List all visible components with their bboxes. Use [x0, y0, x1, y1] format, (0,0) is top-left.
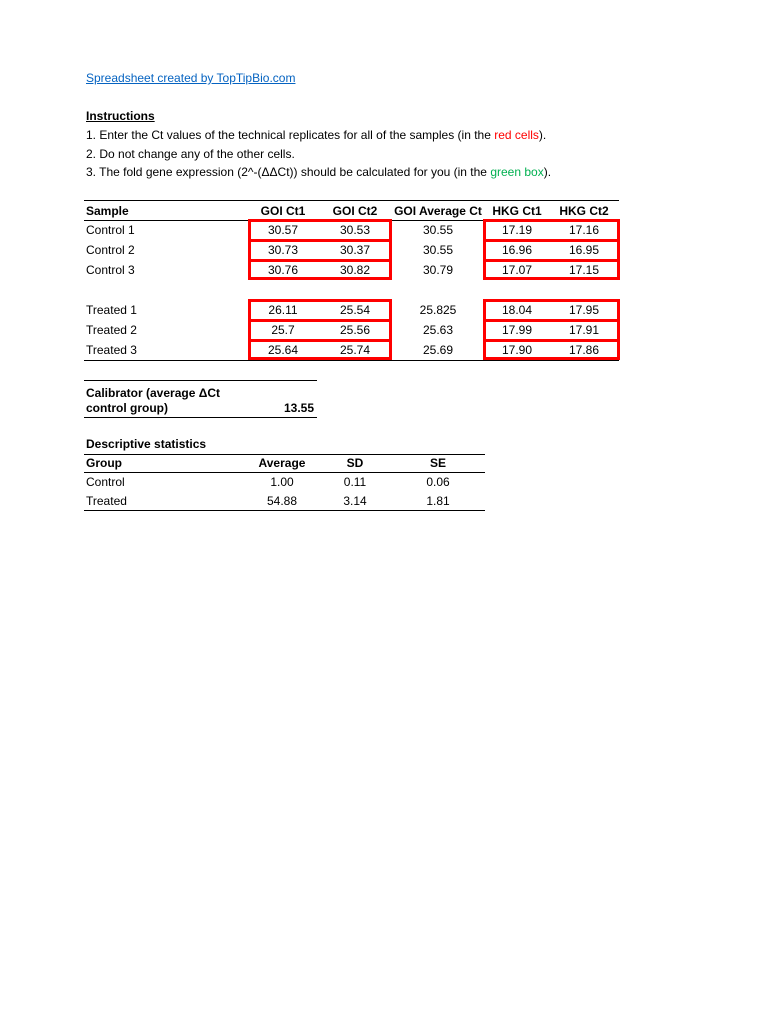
- control-1-goi-ct1[interactable]: 30.57: [267, 223, 299, 237]
- treated-3-hkg-ct2[interactable]: 17.86: [568, 343, 600, 357]
- control-2-goi-avg: 30.55: [422, 243, 454, 257]
- desc-treated-average: 54.88: [266, 494, 298, 508]
- control-1-goi-avg: 30.55: [422, 223, 454, 237]
- treated-1-goi-avg: 25.825: [419, 303, 457, 317]
- treated-2-goi-ct2[interactable]: 25.56: [339, 323, 371, 337]
- header-goi-ct1: GOI Ct1: [260, 204, 306, 218]
- desc-header-sd: SD: [346, 456, 364, 470]
- treated-3-goi-ct2[interactable]: 25.74: [339, 343, 371, 357]
- control-2-goi-ct2[interactable]: 30.37: [339, 243, 371, 257]
- red-cells-text: red cells: [494, 128, 539, 142]
- instruction-line-3: [86, 165, 551, 179]
- control-3-sample: Control 3: [86, 263, 135, 277]
- control-2-hkg-ct1[interactable]: 16.96: [501, 243, 533, 257]
- treated-2-goi-ct1[interactable]: 25.7: [271, 323, 295, 337]
- desc-header-bottom-border: [84, 472, 485, 473]
- instruction-1-text: 1. Enter the Ct values of the technical replicates for all of the samples (in the: [86, 128, 495, 142]
- descriptive-top-border: [84, 454, 485, 455]
- calibrator-label-line1: Calibrator (average ΔCt: [86, 386, 220, 400]
- desc-treated-group: Treated: [86, 494, 127, 508]
- control-1-hkg-ct2[interactable]: 17.16: [568, 223, 600, 237]
- control-2-hkg-ct2[interactable]: 16.95: [568, 243, 600, 257]
- red-row-divider: [248, 239, 392, 242]
- table-top-border: [84, 200, 619, 201]
- instruction-line-1: [86, 128, 546, 142]
- control-1-sample: Control 1: [86, 223, 135, 237]
- header-goi-average-ct: GOI Average Ct: [394, 204, 482, 218]
- red-row-divider: [483, 319, 620, 322]
- desc-control-average: 1.00: [270, 475, 294, 489]
- header-sample: Sample: [86, 204, 129, 218]
- control-3-hkg-ct2[interactable]: 17.15: [568, 263, 600, 277]
- control-hkg-input-box: [483, 219, 620, 280]
- red-row-divider: [483, 339, 620, 342]
- desc-control-se: 0.06: [426, 475, 450, 489]
- header-hkg-ct2: HKG Ct2: [559, 204, 609, 218]
- desc-treated-sd: 3.14: [343, 494, 367, 508]
- calibrator-value: 13.55: [283, 401, 314, 415]
- green-box-text: green box: [490, 165, 544, 179]
- control-2-sample: Control 2: [86, 243, 135, 257]
- descriptive-bottom-border: [84, 510, 485, 511]
- instructions-title: Instructions: [86, 109, 155, 123]
- control-2-goi-ct1[interactable]: 30.73: [267, 243, 299, 257]
- treated-1-hkg-ct1[interactable]: 18.04: [501, 303, 533, 317]
- control-3-goi-avg: 30.79: [422, 263, 454, 277]
- control-1-goi-ct2[interactable]: 30.53: [339, 223, 371, 237]
- red-row-divider: [248, 339, 392, 342]
- treated-2-goi-avg: 25.63: [422, 323, 454, 337]
- desc-header-se: SE: [429, 456, 446, 470]
- instruction-3-text: 3. The fold gene expression (2^-(ΔΔCt)) should be calculated for you (in the: [86, 165, 491, 179]
- control-3-hkg-ct1[interactable]: 17.07: [501, 263, 533, 277]
- treated-1-goi-ct2[interactable]: 25.54: [339, 303, 371, 317]
- control-goi-input-box: [248, 219, 392, 280]
- treated-2-sample: Treated 2: [86, 323, 137, 337]
- calibrator-label-line2: control group): [86, 401, 168, 415]
- desc-header-average: Average: [258, 456, 306, 470]
- toptipbio-link[interactable]: Spreadsheet created by TopTipBio.com: [86, 71, 296, 85]
- desc-control-group: Control: [86, 475, 125, 489]
- treated-goi-input-box: [248, 299, 392, 360]
- table-bottom-border: [84, 360, 619, 361]
- header-hkg-ct1: HKG Ct1: [492, 204, 542, 218]
- red-row-divider: [483, 259, 620, 262]
- treated-hkg-input-box: [483, 299, 620, 360]
- treated-3-hkg-ct1[interactable]: 17.90: [501, 343, 533, 357]
- treated-3-goi-avg: 25.69: [422, 343, 454, 357]
- desc-control-sd: 0.11: [343, 475, 367, 489]
- treated-2-hkg-ct1[interactable]: 17.99: [501, 323, 533, 337]
- treated-3-goi-ct1[interactable]: 25.64: [267, 343, 299, 357]
- instruction-1-end: ).: [538, 128, 547, 142]
- control-3-goi-ct2[interactable]: 30.82: [339, 263, 371, 277]
- header-goi-ct2: GOI Ct2: [332, 204, 378, 218]
- red-row-divider: [248, 319, 392, 322]
- control-1-hkg-ct1[interactable]: 17.19: [501, 223, 533, 237]
- red-row-divider: [248, 259, 392, 262]
- treated-3-sample: Treated 3: [86, 343, 137, 357]
- desc-treated-se: 1.81: [426, 494, 450, 508]
- instruction-3-end: ).: [543, 165, 552, 179]
- treated-1-sample: Treated 1: [86, 303, 137, 317]
- treated-2-hkg-ct2[interactable]: 17.91: [568, 323, 600, 337]
- treated-1-hkg-ct2[interactable]: 17.95: [568, 303, 600, 317]
- calibrator-bottom-border: [84, 417, 317, 418]
- desc-header-group: Group: [86, 456, 122, 470]
- instruction-line-2: 2. Do not change any of the other cells.: [86, 147, 295, 161]
- red-row-divider: [483, 239, 620, 242]
- calibrator-top-border: [84, 380, 317, 381]
- treated-1-goi-ct1[interactable]: 26.11: [268, 303, 298, 317]
- descriptive-title: Descriptive statistics: [86, 437, 207, 451]
- control-3-goi-ct1[interactable]: 30.76: [267, 263, 299, 277]
